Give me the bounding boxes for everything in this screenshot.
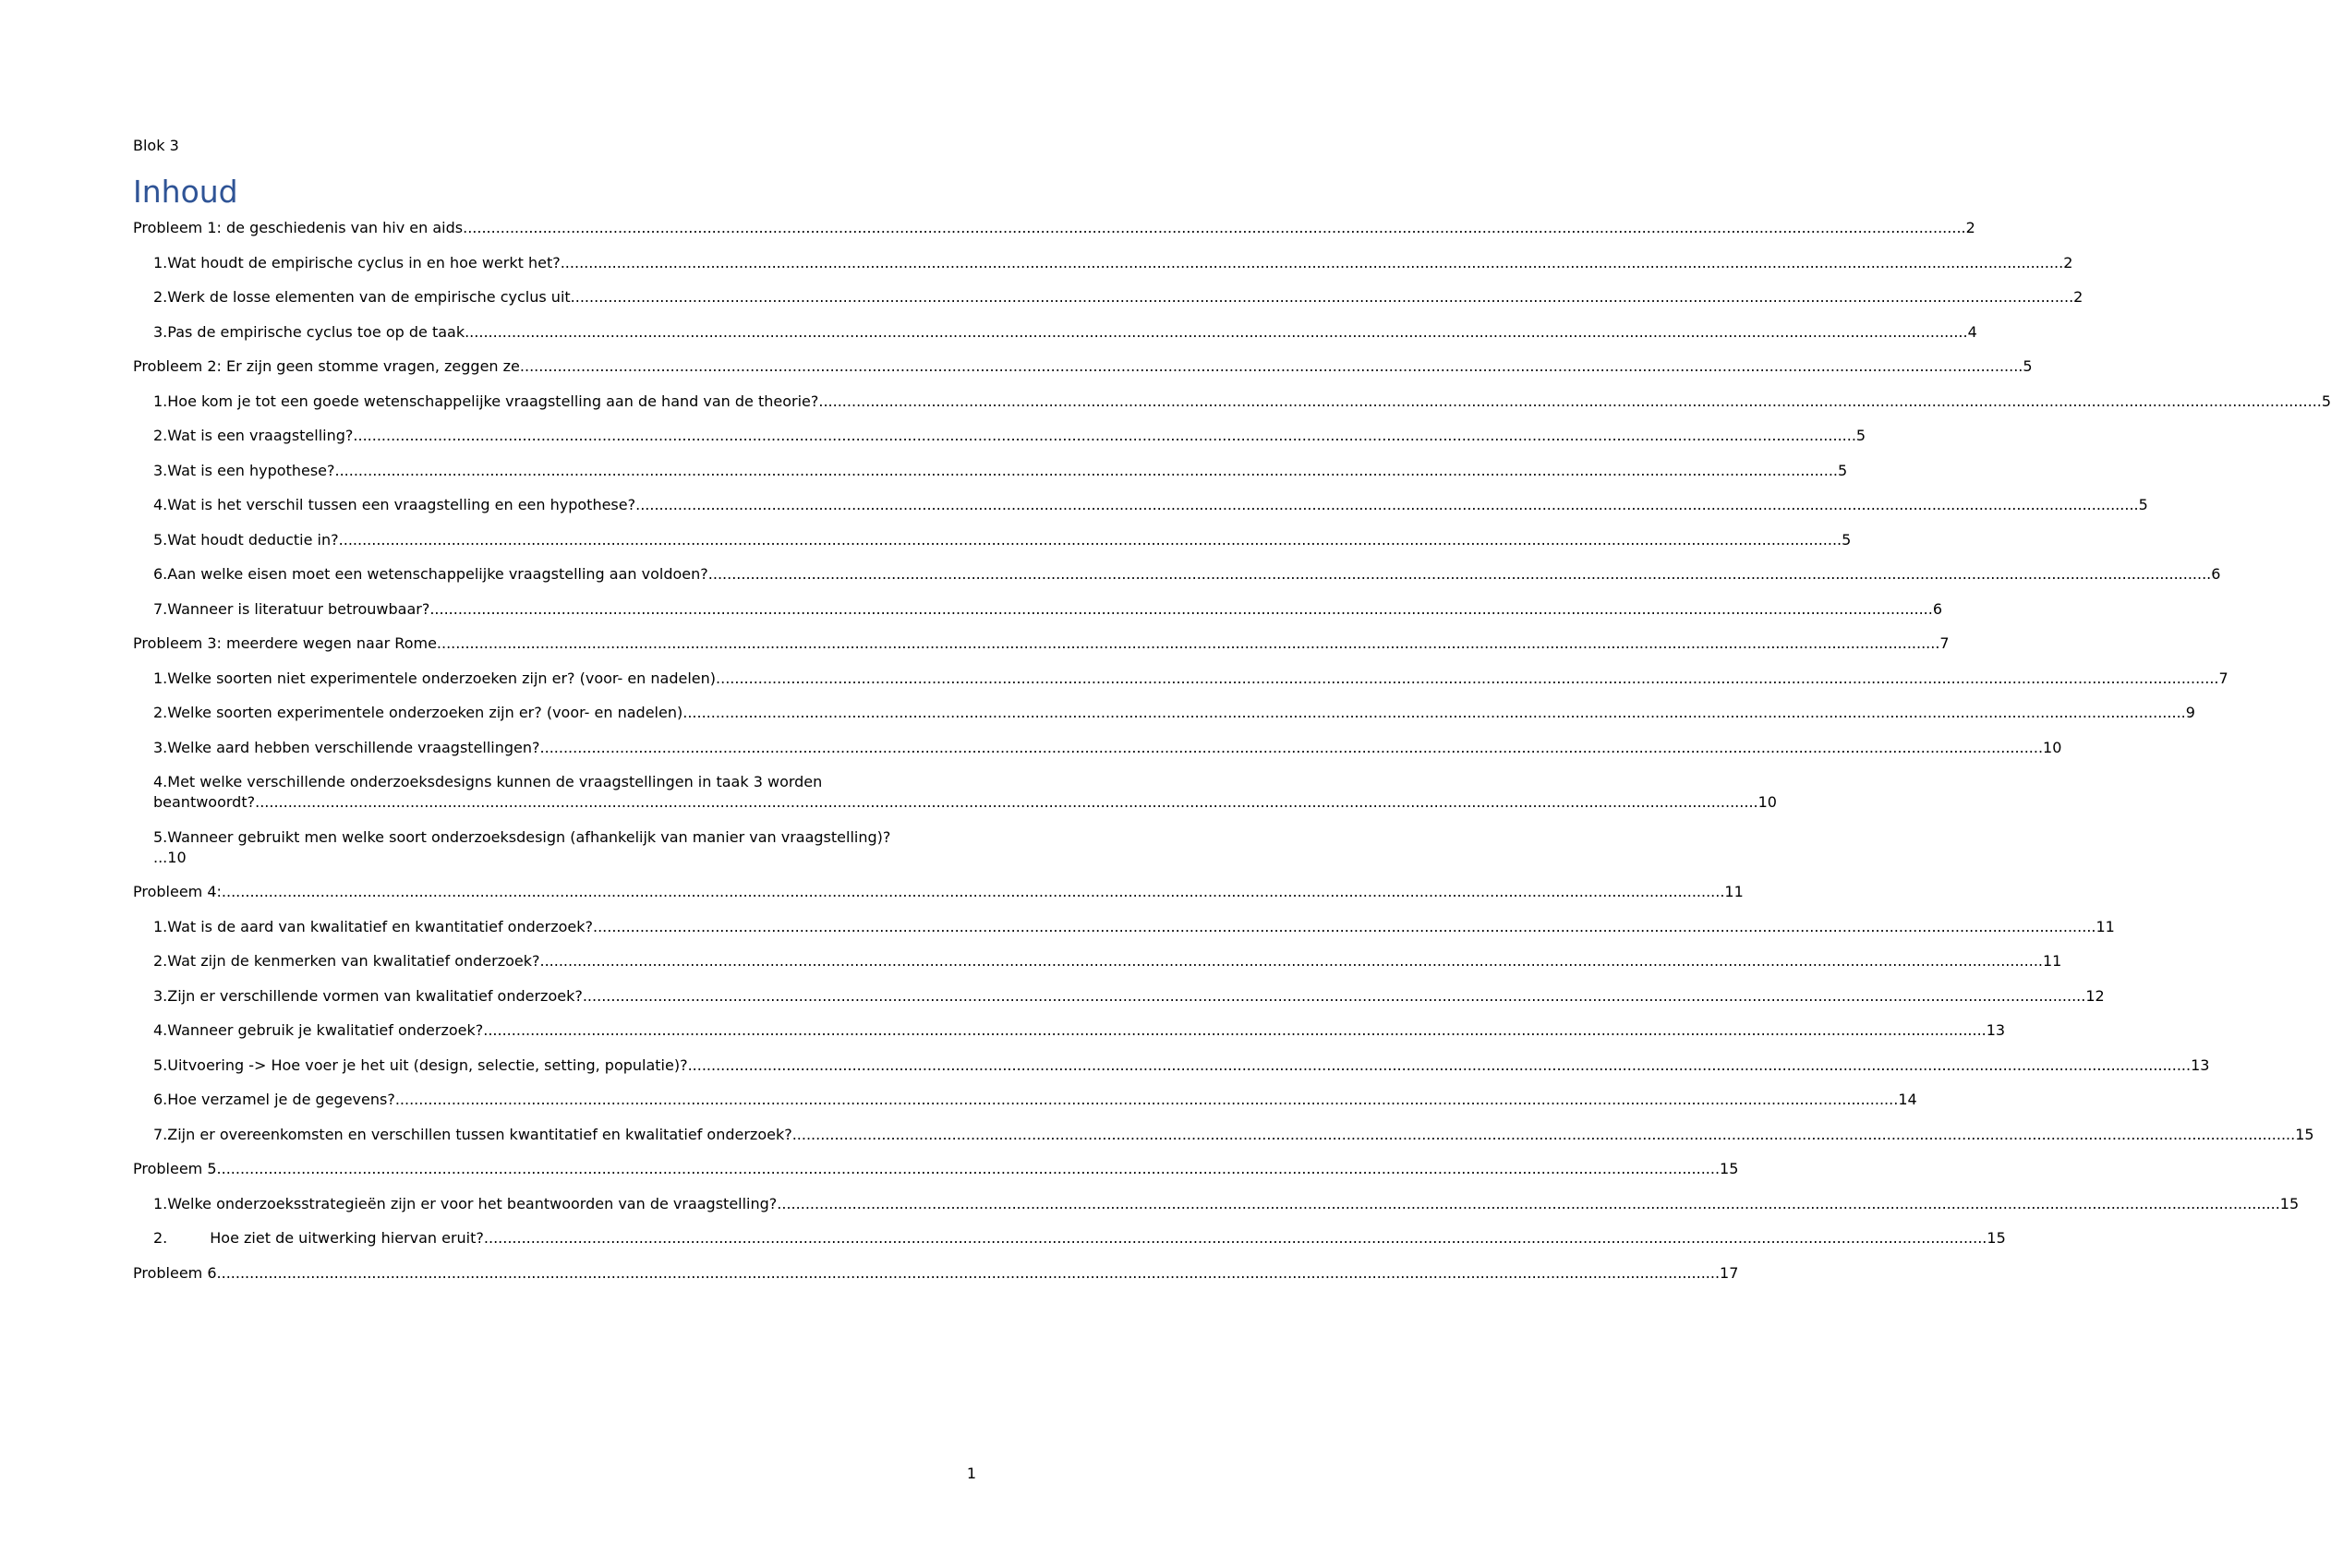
toc-entry-question[interactable]: [133, 1125, 2314, 1145]
toc-leader-dots: [255, 792, 1758, 813]
toc-entry-page: 10: [167, 848, 187, 866]
toc-entry-text: 3.Pas de empirische cyclus toe op de taak: [153, 322, 465, 341]
toc-entry-number: 2.: [153, 1229, 168, 1247]
toc-entry-page: 15: [2279, 1194, 2300, 1212]
toc-leader-dots: [540, 738, 2044, 758]
toc-entry-text: Probleem 6: [133, 1263, 217, 1282]
toc-entry-page: 10: [2043, 738, 2062, 756]
toc-entry-page: 5: [2321, 392, 2331, 410]
toc-leader-dots: [635, 495, 2139, 515]
toc-leader-dots: [217, 1159, 1721, 1179]
toc-entry-text: Probleem 3: meerdere wegen naar Rome: [133, 634, 437, 652]
toc-entry-page: 12: [2085, 986, 2105, 1005]
toc-entry-text: 1.Welke soorten niet experimentele onderzoeken zijn er? (voor- en nadelen): [153, 669, 717, 687]
toc-leader-dots: [818, 392, 2322, 412]
toc-entry-text: 2.Welke soorten experimentele onderzoeken zijn er? (voor- en nadelen): [153, 704, 683, 721]
toc-entry-question[interactable]: [133, 1228, 2006, 1248]
toc-entry-text: Probleem 4:: [133, 883, 222, 900]
toc-entry-page: 4: [1967, 322, 1977, 341]
toc-entry-title: Hoe ziet de uitwerking hiervan eruit?: [210, 1229, 484, 1247]
toc-entry-question[interactable]: [133, 495, 2148, 515]
toc-leader-dots: [520, 356, 2023, 377]
header-label: Blok 3: [133, 137, 179, 154]
toc-entry-text: 3.Welke aard hebben verschillende vraagstellingen?: [153, 738, 540, 756]
toc-entry-page: 15: [1720, 1160, 1739, 1177]
toc-entry-page: 2: [2063, 253, 2073, 271]
toc-entry-text: [153, 1228, 484, 1248]
toc-entry-text: 5.Uitvoering -> Hoe voer je het uit (design, selectie, setting, populatie)?: [153, 1055, 688, 1074]
toc-entry-question[interactable]: [133, 772, 1777, 813]
toc-leader-dots: [561, 253, 2064, 273]
toc-entry-question[interactable]: [133, 461, 1848, 481]
toc-entry-text: 2.Wat zijn de kenmerken van kwalitatief onderzoek?: [153, 952, 540, 970]
toc-entry-page: 11: [2042, 952, 2062, 970]
toc-title: Inhoud: [133, 174, 238, 210]
toc-entry-problem[interactable]: [133, 633, 1950, 654]
toc-entry-page: 7: [2218, 669, 2228, 687]
page-number: 1: [966, 1465, 976, 1482]
toc-leader-dots: [777, 1194, 2280, 1214]
toc-leader-dots: [708, 564, 2212, 585]
toc-entry-page: 6: [2211, 565, 2221, 583]
toc-entry-page: 5: [1842, 530, 1852, 549]
toc-entry-text: 7.Zijn er overeenkomsten en verschillen tussen kwantitatief en kwalitatief onderzoek?: [153, 1125, 792, 1143]
toc-entry-text-continued: ...: [153, 848, 168, 866]
toc-entry-question[interactable]: [133, 1055, 2210, 1076]
toc-leader-dots: [222, 882, 1725, 902]
toc-entry-question[interactable]: [133, 917, 2115, 937]
toc-entry-text: 6.Hoe verzamel je de gegevens?: [153, 1091, 395, 1108]
table-of-contents: [133, 218, 2331, 1297]
toc-leader-dots: [792, 1125, 2296, 1145]
toc-entry-text: 1.Wat is de aard van kwalitatief en kwantitatief onderzoek?: [153, 917, 593, 935]
toc-entry-text: 2.Werk de losse elementen van de empirische cyclus uit: [153, 288, 571, 306]
toc-entry-page: 17: [1720, 1263, 1739, 1282]
toc-entry-page: 5: [1838, 461, 1848, 479]
toc-entry-text: 1.Wat houdt de empirische cyclus in en hoe werkt het?: [153, 253, 561, 271]
toc-entry-text: 6.Aan welke eisen moet een wetenschappelijke vraagstelling aan voldoen?: [153, 565, 708, 583]
toc-entry-page: 11: [1724, 883, 1744, 900]
toc-entry-text: 5.Wat houdt deductie in?: [153, 530, 339, 549]
toc-entry-question[interactable]: [133, 827, 979, 868]
toc-leader-dots: [463, 218, 1966, 238]
toc-entry-text: 1.Hoe kom je tot een goede wetenschappelijke vraagstelling aan de hand van de theorie?: [153, 392, 819, 410]
toc-entry-page: 5: [2023, 357, 2033, 375]
toc-entry-text: Probleem 2: Er zijn geen stomme vragen, zeggen ze: [133, 357, 520, 375]
toc-entry-text: 3.Wat is een hypothese?: [153, 461, 335, 479]
toc-entry-page: 15: [1987, 1229, 2006, 1247]
toc-leader-dots: [593, 917, 2096, 937]
toc-leader-dots: [437, 633, 1940, 654]
toc-entry-question[interactable]: [133, 253, 2073, 273]
toc-leader-dots: [571, 287, 2074, 308]
toc-entry-question[interactable]: [133, 322, 1977, 343]
toc-entry-problem[interactable]: [133, 1159, 1739, 1179]
toc-entry-text: 2.Wat is een vraagstelling?: [153, 427, 354, 444]
toc-entry-text: Probleem 1: de geschiedenis van hiv en aids: [133, 219, 464, 236]
toc-leader-dots: [484, 1228, 1987, 1248]
toc-entry-text: 3.Zijn er verschillende vormen van kwalitatief onderzoek?: [153, 986, 583, 1005]
toc-entry-question[interactable]: [133, 669, 2228, 689]
toc-entry-text: 1.Welke onderzoeksstrategieën zijn er voor het beantwoorden van de vraagstelling?: [153, 1194, 778, 1212]
toc-entry-page: 11: [2095, 917, 2115, 935]
toc-entry-page: 2: [1965, 219, 1975, 236]
toc-entry-question[interactable]: [133, 564, 2221, 585]
toc-entry-page: 15: [2295, 1125, 2314, 1143]
toc-entry-text: 7.Wanneer is literatuur betrouwbaar?: [153, 599, 430, 618]
toc-entry-continuation: [153, 792, 1777, 813]
toc-entry-page: 5: [2138, 496, 2148, 513]
toc-entry-text: Probleem 5: [133, 1160, 217, 1177]
toc-leader-dots: [395, 1090, 1899, 1110]
toc-leader-dots: [465, 322, 1968, 343]
toc-leader-dots: [688, 1055, 2192, 1076]
toc-leader-dots: [583, 986, 2086, 1007]
toc-entry-page: 9: [2185, 704, 2195, 721]
toc-entry-page: 6: [1932, 599, 1943, 618]
toc-entry-question[interactable]: [133, 1090, 1917, 1110]
toc-leader-dots: [353, 426, 1856, 446]
toc-entry-page: 2: [2073, 288, 2083, 306]
toc-entry-question[interactable]: [133, 986, 2105, 1007]
toc-entry-text: 5.Wanneer gebruikt men welke soort onderzoeksdesign (afhankelijk van manier van vraagstelling)?: [153, 827, 891, 846]
toc-entry-page: 13: [1986, 1021, 2006, 1039]
toc-entry-page: 13: [2191, 1055, 2210, 1074]
toc-leader-dots: [483, 1020, 1987, 1041]
toc-leader-dots: [335, 461, 1839, 481]
toc-entry-page: 7: [1939, 634, 1950, 652]
toc-entry-question[interactable]: [133, 1194, 2300, 1214]
toc-entry-problem[interactable]: [133, 1263, 1739, 1284]
toc-entry-question[interactable]: [133, 599, 1943, 620]
toc-leader-dots: [217, 1263, 1721, 1284]
toc-entry-page: 5: [1855, 427, 1866, 444]
toc-entry-text-continued: beantwoordt?: [153, 793, 256, 811]
toc-leader-dots: [429, 599, 1933, 620]
toc-entry-problem[interactable]: [133, 218, 1975, 238]
toc-leader-dots: [682, 703, 2186, 723]
toc-entry-page: 10: [1757, 793, 1777, 811]
toc-entry-question[interactable]: [133, 738, 2062, 758]
toc-entry-question[interactable]: [133, 392, 2331, 412]
toc-entry-question[interactable]: [133, 426, 1866, 446]
toc-entry-question[interactable]: [133, 703, 2195, 723]
toc-leader-dots: [339, 530, 1842, 550]
toc-entry-question[interactable]: [133, 951, 2062, 971]
toc-entry-problem[interactable]: [133, 882, 1744, 902]
toc-entry-text: 4.Wat is het verschil tussen een vraagstelling en een hypothese?: [153, 496, 636, 513]
toc-entry-page: 14: [1898, 1091, 1917, 1108]
toc-entry-question[interactable]: [133, 530, 1852, 550]
toc-entry-problem[interactable]: [133, 356, 2033, 377]
toc-entry-question[interactable]: [133, 287, 2083, 308]
toc-entry-text: 4.Met welke verschillende onderzoeksdesigns kunnen de vraagstellingen in taak 3 worden: [153, 773, 823, 790]
toc-entry-question[interactable]: [133, 1020, 2006, 1041]
toc-leader-dots: [539, 951, 2043, 971]
toc-entry-continuation: [153, 848, 979, 868]
toc-entry-text: 4.Wanneer gebruik je kwalitatief onderzoek?: [153, 1021, 484, 1039]
toc-leader-dots: [716, 669, 2219, 689]
